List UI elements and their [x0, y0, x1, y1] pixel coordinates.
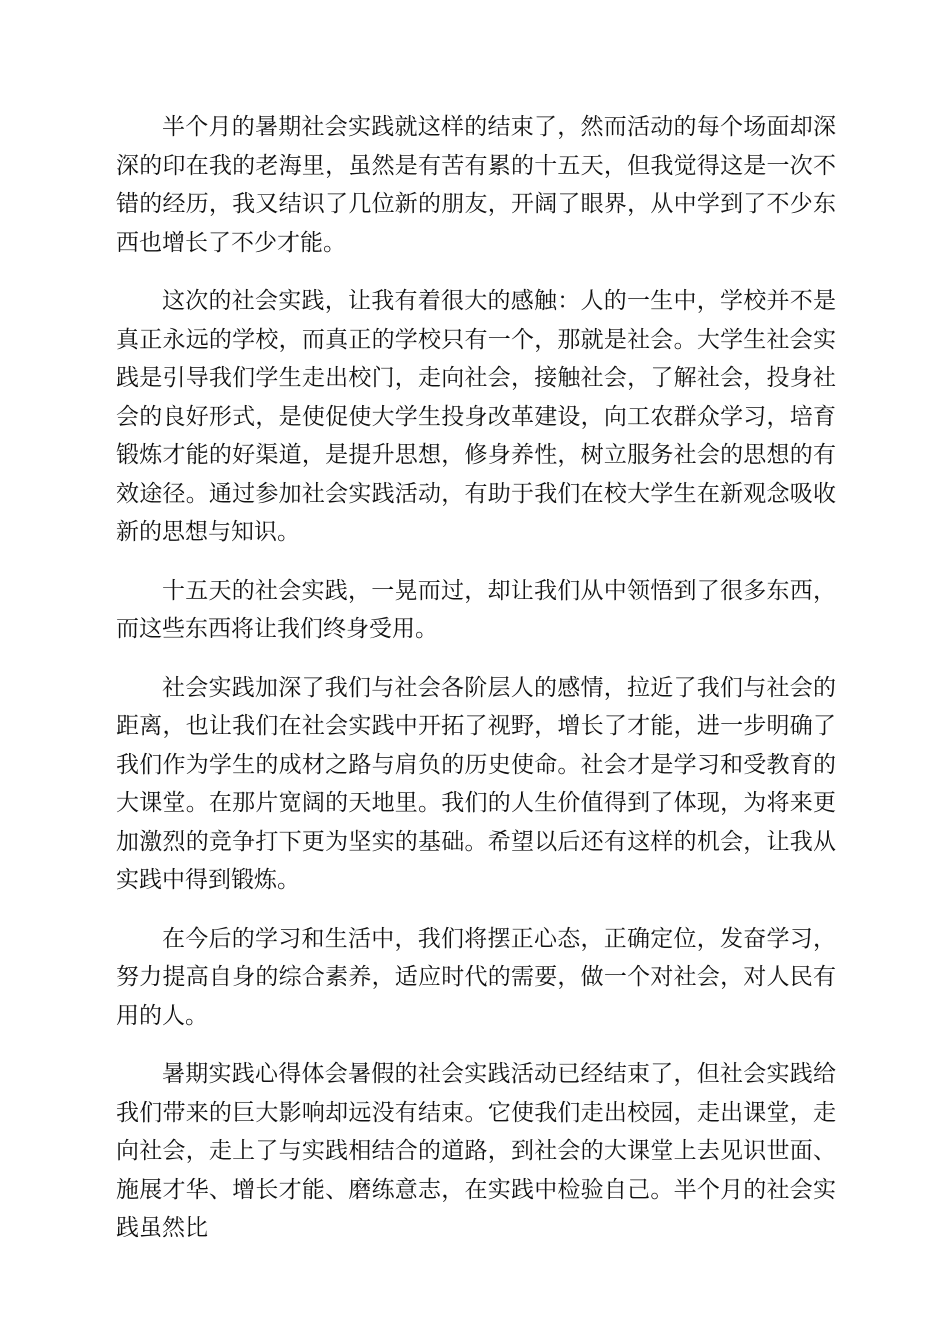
paragraph-6: 暑期实践心得体会暑假的社会实践活动已经结束了，但社会实践给我们带来的巨大影响却远没有结束。它使我们走出校园，走出课堂，走向社会，走上了与实践相结合的道路，到社会的大课堂上去见识世面、施展才华、增长才能、磨练意志，在实践中检验自己。半个月的社会实践虽然比: [116, 1061, 836, 1241]
paragraph-2: 这次的社会实践，让我有着很大的感触：人的一生中，学校并不是真正永远的学校，而真正的学校只有一个，那就是社会。大学生社会实践是引导我们学生走出校门，走向社会，接触社会，了解社会，投身社会的良好形式，是使促使大学生投身改革建设，向工农群众学习，培育锻炼才能的好渠道，是提升思想，修身养性，树立服务社会的思想的有效途径。通过参加社会实践活动，有助于我们在校大学生在新观念吸收新的思想与知识。: [116, 288, 836, 545]
paragraph-3: 十五天的社会实践，一晃而过，却让我们从中领悟到了很多东西，而这些东西将让我们终身受用。: [116, 577, 836, 642]
paragraph-5: 在今后的学习和生活中，我们将摆正心态，正确定位，发奋学习，努力提高自身的综合素养，适应时代的需要，做一个对社会，对人民有用的人。: [116, 925, 836, 1029]
paragraph-1: 半个月的暑期社会实践就这样的结束了，然而活动的每个场面却深深的印在我的老海里，虽然是有苦有累的十五天，但我觉得这是一次不错的经历，我又结识了几位新的朋友，开阔了眼界，从中学到了不少东西也增长了不少才能。: [116, 114, 836, 256]
paragraph-4: 社会实践加深了我们与社会各阶层人的感情，拉近了我们与社会的距离，也让我们在社会实践中开拓了视野，增长了才能，进一步明确了我们作为学生的成材之路与肩负的历史使命。社会才是学习和受教育的大课堂。在那片宽阔的天地里。我们的人生价值得到了体现，为将来更加激烈的竞争打下更为坚实的基础。希望以后还有这样的机会，让我从实践中得到锻炼。: [116, 674, 836, 893]
document-body: [116, 108, 836, 1268]
